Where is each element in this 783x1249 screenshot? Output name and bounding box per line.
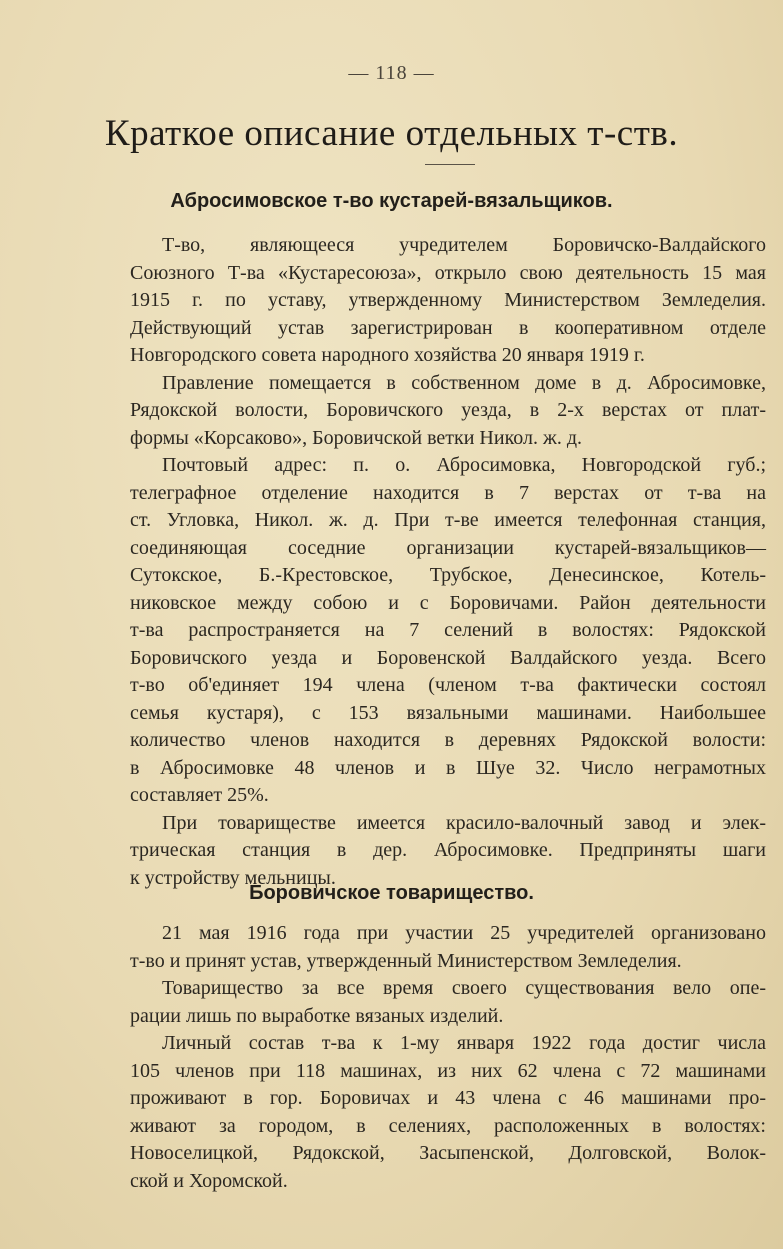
section-body-borovichskoe	[130, 920, 766, 1195]
text-line: к устройству мельницы.	[130, 866, 336, 889]
text-line: в Абросимовке 48 членов и в Шуе 32. Число неграмотных	[130, 756, 766, 779]
text-line: Правление помещается в собственном доме в д. Абросимовке,	[162, 371, 766, 394]
text-line: Союзного Т-ва «Кустаресоюза», открыло свою деятельность 15 мая	[130, 261, 766, 284]
text-line: 105 членов при 118 машинах, из них 62 члена с 72 машинами	[130, 1059, 766, 1082]
text-line: живают за городом, в селениях, расположенных в волостях:	[130, 1114, 766, 1137]
text-line: т-ва распространяется на 7 селений в волостях: Рядокской	[130, 619, 766, 641]
text-line: формы «Корсаково», Боровичской ветки Никол. ж. д.	[130, 426, 582, 449]
text-line: т-во об'единяет 194 члена (членом т-ва фактически состоял	[130, 674, 766, 696]
section-heading-abrosimovskoe: Абросимовское т-во кустарей-вязальщиков.	[170, 190, 613, 212]
text-line: Действующий устав зарегистрирован в кооперативном отделе	[130, 316, 766, 339]
text-line: Почтовый адрес: п. о. Абросимовка, Новгородской губ.;	[162, 454, 766, 476]
text-line: никовское между собою и с Боровичами. Район деятельности	[130, 591, 766, 614]
paragraph	[130, 920, 766, 975]
text-line: Сутокское, Б.-Крестовское, Трубское, Денесинское, Котель-	[130, 564, 766, 586]
text-line: проживают в гор. Боровичах и 43 члена с 46 машинами про-	[130, 1087, 766, 1109]
text-line: телеграфное отделение находится в 7 верстах от т-ва на	[130, 481, 766, 504]
paragraph	[130, 452, 766, 810]
text-line: Т-во, являющееся учредителем Боровичско-Валдайского	[162, 234, 766, 256]
text-line: Боровичского уезда и Боровенской Валдайского уезда. Всего	[130, 646, 766, 669]
main-title: Краткое описание отдельных т-ств.	[104, 113, 679, 154]
paragraph	[130, 975, 766, 1030]
text-line: семья кустаря), с 153 вязальными машинами. Наибольшее	[130, 701, 766, 724]
text-line: Рядокской волости, Боровичского уезда, в 2-х верстах от плат-	[130, 399, 766, 421]
text-line: Товарищество за все время своего существования вело опе-	[162, 977, 766, 999]
text-line: количество членов находится в деревнях Рядокской волости:	[130, 729, 766, 751]
text-line: т-во и принят устав, утвержденный Министерством Земледелия.	[130, 949, 682, 972]
text-line: составляет 25%.	[130, 784, 269, 806]
paragraph	[130, 810, 766, 893]
text-line: ст. Угловка, Никол. ж. д. При т-ве имеется телефонная станция,	[130, 509, 766, 531]
section-heading-borovichskoe: Боровичское товарищество.	[249, 882, 534, 904]
text-line: рации лишь по выработке вязаных изделий.	[130, 1004, 504, 1027]
text-line: Новоселицкой, Рядокской, Засыпенской, Долговской, Волок-	[130, 1142, 766, 1164]
text-line: 1915 г. по уставу, утвержденному Министерством Земледелия.	[130, 289, 766, 311]
text-line: Личный состав т-ва к 1-му января 1922 года достиг числа	[162, 1032, 766, 1054]
section-body-abrosimovskoe	[130, 232, 766, 892]
text-line: При товариществе имеется красило-валочный завод и элек-	[162, 811, 766, 834]
text-line: Новгородского совета народного хозяйства 20 января 1919 г.	[130, 344, 645, 366]
paragraph	[130, 370, 766, 453]
title-divider	[425, 164, 475, 165]
paragraph	[130, 232, 766, 370]
page-number: — 118 —	[348, 62, 435, 84]
text-line: ской и Хоромской.	[130, 1169, 288, 1192]
text-line: 21 мая 1916 года при участии 25 учредителей организовано	[162, 922, 766, 944]
text-line: трическая станция в дер. Абросимовке. Предприняты шаги	[130, 839, 766, 861]
paragraph	[130, 1030, 766, 1195]
text-line: соединяющая соседние организации кустарей-вязальщиков—	[130, 536, 766, 559]
